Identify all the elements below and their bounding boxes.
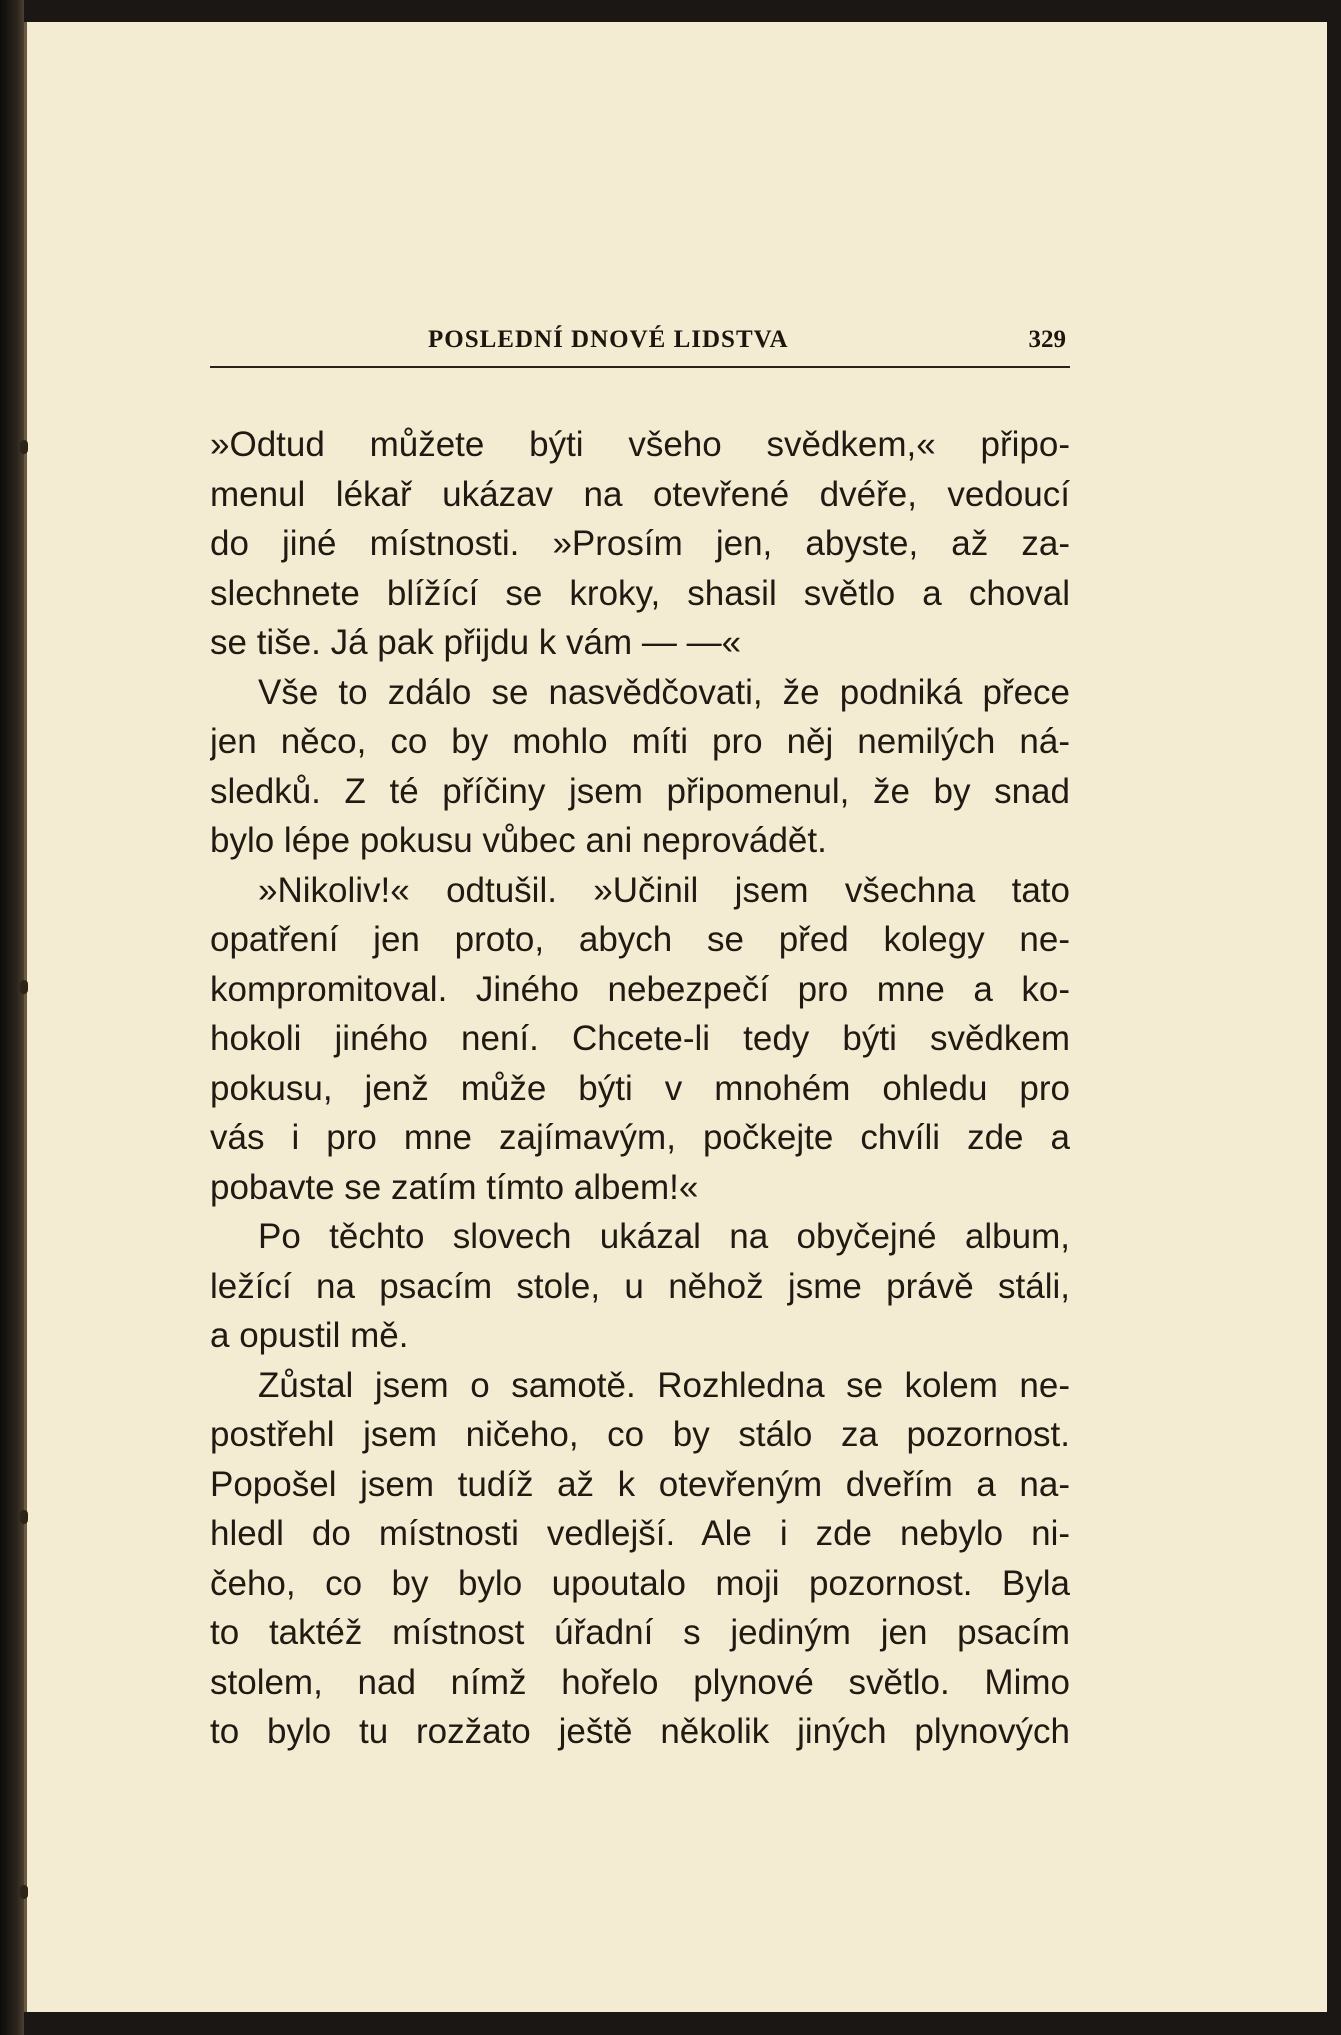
text-line: hledl do místnosti vedlejší. Ale i zde nebylo ni- [210,1514,1070,1553]
text-line: to bylo tu rozžato ještě několik jiných plynových [210,1712,1070,1751]
book-binding-edge [0,0,24,2035]
text-line: »Odtud můžete býti všeho svědkem,« připo- [210,425,1070,464]
text-line: Popošel jsem tudíž až k otevřeným dveřím a na- [210,1464,1070,1504]
text-line: do jiné místnosti. »Prosím jen, abyste, až za- [210,524,1070,563]
text-line: hokoli jiného není. Chcete-li tedy býti svědkem [210,1019,1070,1058]
binding-mark [20,980,28,994]
text-line: se tiše. Já pak přijdu k vám — —« [210,623,742,662]
text-line: vás i pro mne zajímavým, počkejte chvíli zde a [210,1118,1070,1157]
text-line: postřehl jsem ničeho, co by stálo za pozornost. [210,1415,1070,1454]
text-line: pobavte se zatím tímto albem!« [210,1167,699,1207]
binding-mark [20,1885,28,1899]
text-line: kompromitoval. Jiného nebezpečí pro mne a ko- [210,969,1070,1009]
text-line: menul lékař ukázav na otevřené dvéře, vedoucí [210,474,1070,514]
text-line: čeho, co by bylo upoutalo moji pozornost. Byla [210,1563,1070,1603]
binding-mark [20,440,28,454]
running-title: POSLEDNÍ DNOVÉ LIDSTVA [428,326,789,353]
body-text [210,420,1070,1757]
page-header [210,320,1070,368]
page-number: 329 [1028,326,1066,353]
text-line: bylo lépe pokusu vůbec ani neprovádět. [210,821,827,860]
binding-mark [20,1510,28,1524]
text-line: slechnete blížící se kroky, shasil světlo a choval [210,573,1070,613]
text-line: jen něco, co by mohlo míti pro něj nemilých ná- [210,722,1070,761]
text-line: »Nikoliv!« odtušil. »Učinil jsem všechna tato [258,870,1070,910]
text-line: Vše to zdálo se nasvědčovati, že podniká přece [258,672,1070,712]
text-line: opatření jen proto, abych se před kolegy ne- [210,920,1070,959]
text-line: Po těchto slovech ukázal na obyčejné album, [258,1217,1070,1256]
text-line: stolem, nad nímž hořelo plynové světlo. Mimo [210,1662,1070,1702]
text-line: ležící na psacím stole, u něhož jsme právě stáli, [210,1266,1070,1306]
text-line: a opustil mě. [210,1316,409,1355]
text-line: sledků. Z té příčiny jsem připomenul, že by snad [210,771,1070,811]
text-line: Zůstal jsem o samotě. Rozhledna se kolem ne- [258,1365,1070,1405]
text-line: pokusu, jenž může býti v mnohém ohledu pro [210,1068,1070,1108]
text-line: to taktéž místnost úřadní s jediným jen psacím [210,1613,1070,1652]
